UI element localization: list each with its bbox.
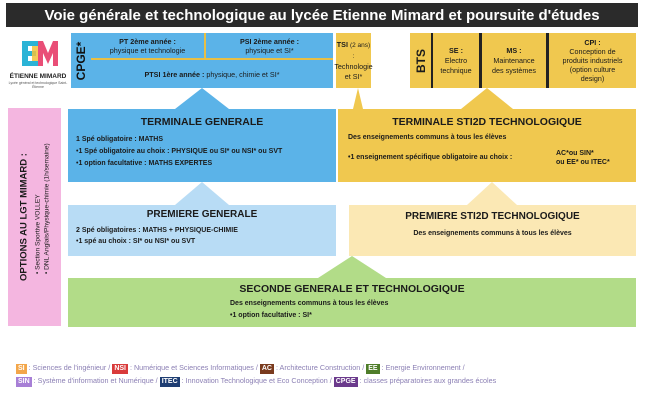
pg-line1-value: MATHS + PHYSIQUE-CHIMIE	[142, 227, 238, 234]
seconde-common: Des enseignements communs à tous les élèves	[230, 300, 389, 307]
cpge-ptsi-text: physique, chimie et SI*	[204, 69, 280, 79]
seconde-box	[68, 278, 636, 327]
tsi-line2: et SI*	[344, 71, 363, 81]
school-logo	[8, 33, 68, 88]
cpge-label	[71, 33, 91, 88]
tg-line3-label: 1 option facultative :	[78, 160, 149, 167]
bts-ms-title: MS :	[506, 45, 522, 55]
legend-text-nsi: : Numérique et Sciences Informatiques /	[127, 363, 260, 372]
premiere-sti2d-title: PREMIERE STI2D TECHNOLOGIQUE	[405, 211, 580, 222]
legend-tag-ee: EE	[368, 365, 378, 372]
terminale-sti2d-choice2: ou EE* ou ITEC*	[556, 159, 610, 166]
tg-line2-label: 1 Spé obligatoire au choix :	[78, 148, 170, 155]
terminale-sti2d-specific: • 1 enseignement spécifique obligatoire au choix :	[348, 154, 512, 161]
logo-em-graphic	[8, 33, 68, 73]
page-title: Voie générale et technologique au lycée Etienne Mimard et poursuite d'études	[6, 3, 638, 27]
bts-ms-cell	[482, 33, 546, 88]
legend-tag-nsi: NSI	[114, 365, 126, 372]
tsi-title: TSI	[336, 39, 348, 49]
premiere-sti2d-box	[349, 205, 636, 256]
bts-se-title: SE :	[449, 45, 463, 55]
cpge-psi-title: PSI 2ème année :	[239, 36, 300, 46]
bts-se-line1: Electro	[444, 55, 468, 65]
options-item-volley: • Section Sportive VOLLEY	[33, 112, 42, 274]
premiere-sti2d-common: Des enseignements communs à tous les élèves	[413, 230, 572, 237]
bts-label-text: BTS	[414, 48, 428, 73]
bts-ms-line1: Maintenance	[493, 55, 535, 65]
logo-tagline: Lycée général et technologique Saint-Étienne	[8, 81, 68, 89]
bts-cpi-line2: produits industriels	[562, 56, 623, 65]
legend	[16, 361, 646, 387]
options-panel	[8, 108, 61, 326]
terminale-generale-line	[76, 146, 336, 158]
tsi-cell	[336, 33, 371, 88]
bts-cpi-cell	[549, 33, 636, 88]
arrow-to-terminale-generale	[68, 182, 336, 206]
terminale-sti2d-title: TERMINALE STI2D TECHNOLOGIQUE	[392, 116, 582, 128]
pg-line1-label: 2 Spé obligatoires :	[76, 227, 143, 234]
legend-tag-sin: SIN	[18, 378, 30, 385]
terminale-sti2d-common: Des enseignements communs à tous les élèves	[348, 134, 507, 141]
terminale-sti2d-choices	[556, 149, 610, 167]
seconde-title: SECONDE GENERALE ET TECHNOLOGIQUE	[239, 283, 465, 295]
options-list	[33, 112, 51, 322]
terminale-generale-line	[76, 158, 336, 170]
pg-line2-value: SI* ou NSI* ou SVT	[132, 238, 196, 245]
premiere-generale-line	[76, 225, 336, 236]
options-item-dnl: • DNL Anglais/Physique-chimie (1h/semaine)	[42, 112, 51, 274]
premiere-generale-title: PREMIERE GENERALE	[146, 209, 258, 220]
tsi-line1: Technologie	[334, 61, 373, 71]
legend-tag-si: SI	[18, 365, 25, 372]
legend-tag-itec: ITEC	[161, 378, 178, 385]
cpge-pt-text: physique et technologie	[109, 45, 186, 55]
seconde-option: • 1 option facultative : SI*	[230, 310, 636, 322]
tg-line3-value: MATHS EXPERTES	[148, 160, 213, 167]
cpge-psi-cell	[206, 33, 333, 58]
bts-ms-line2: des systèmes	[492, 65, 536, 75]
arrow-to-premiere	[68, 256, 636, 279]
arrow-to-terminale-sti2d	[349, 182, 636, 206]
cpge-psi-text: physique et SI*	[245, 45, 294, 55]
legend-text-sin: : Système d'information et Numérique /	[31, 376, 160, 385]
terminale-generale-title: TERMINALE GENERALE	[140, 116, 264, 128]
terminale-sti2d-box	[338, 109, 636, 182]
cpge-ptsi-cell	[91, 60, 333, 88]
cpge-pt-title: PT 2ème année :	[119, 36, 176, 46]
cpge-label-text: CPGE*	[74, 41, 88, 80]
arrow-to-cpge	[68, 88, 336, 110]
bts-cpi-line3: (option culture	[569, 65, 616, 74]
tg-line1-value: MATHS	[138, 136, 163, 143]
legend-text-itec: : Innovation Technologique et Eco Conception /	[179, 376, 334, 385]
bts-cpi-line4: design)	[580, 74, 605, 83]
tg-line1-label: 1 Spé obligatoire :	[76, 136, 139, 143]
pg-line2-label: 1 spé au choix :	[78, 238, 133, 245]
terminale-sti2d-choice1: AC*ou SIN*	[556, 150, 594, 157]
cpge-ptsi-title: PTSI 1ère année :	[144, 69, 205, 79]
terminale-generale-line	[76, 134, 336, 146]
bts-cpi-title: CPI :	[584, 38, 601, 47]
logo-name: ÉTIENNE MIMARD	[9, 73, 67, 80]
terminale-generale-box	[68, 109, 336, 182]
legend-tag-cpge: CPGE	[335, 378, 356, 385]
premiere-generale-box	[68, 205, 336, 256]
legend-text-ac: : Architecture Construction /	[273, 363, 367, 372]
legend-tag-ac: AC	[261, 365, 272, 372]
bts-se-cell	[433, 33, 479, 88]
legend-text-ee: : Energie Environnement /	[379, 363, 465, 372]
bts-se-line2: technique	[440, 65, 472, 75]
bts-label	[410, 33, 432, 88]
legend-text-si: : Sciences de l'ingénieur /	[26, 363, 113, 372]
premiere-generale-line	[76, 236, 336, 247]
bts-cpi-line1: Conception de	[569, 47, 616, 56]
tg-line2-value: PHYSIQUE ou SI* ou NSI* ou SVT	[169, 148, 283, 155]
arrow-to-bts	[338, 88, 636, 110]
options-title: OPTIONS AU LGT MIMARD :	[18, 153, 29, 281]
tsi-sub: (2 ans) :	[349, 41, 371, 60]
cpge-pt-cell	[91, 33, 204, 58]
legend-text-cpge: : classes préparatoires aux grandes écoles	[357, 376, 497, 385]
